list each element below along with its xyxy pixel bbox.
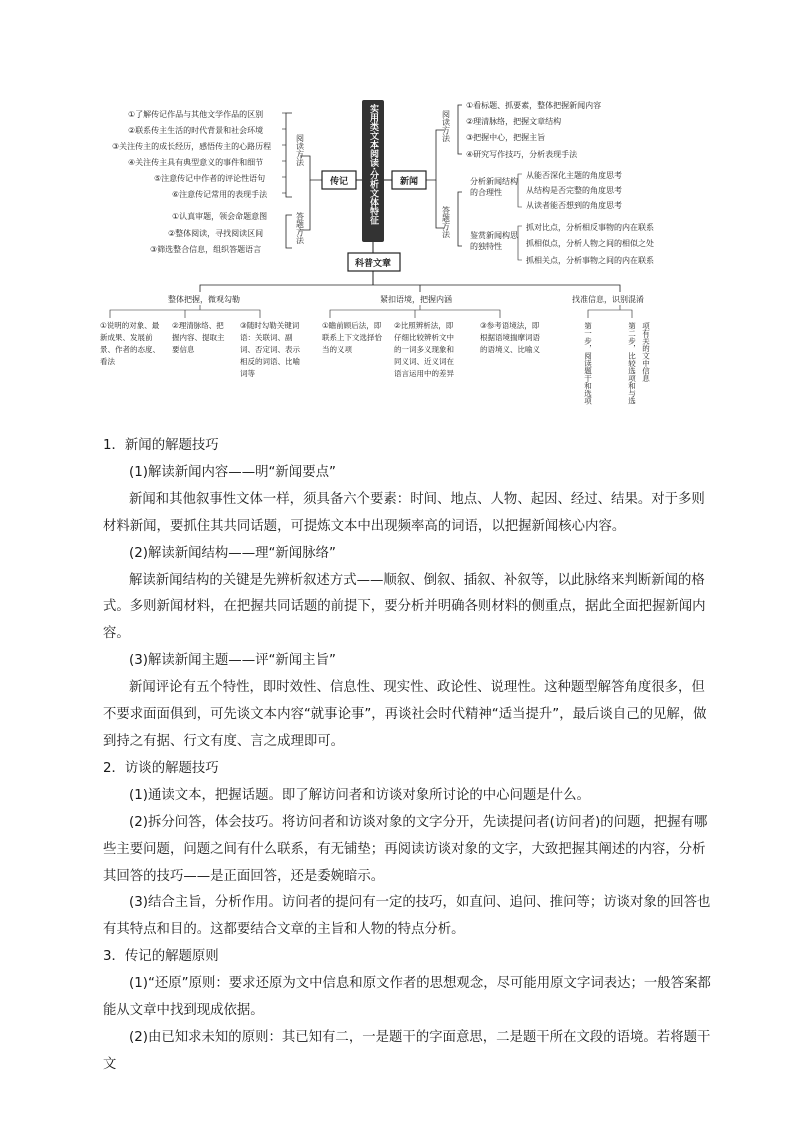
news-thinking-item: 抓对比点，分析相反事物的内在联系: [526, 223, 654, 232]
news-read-item: ①看标题、抓要素，整体把握新闻内容: [466, 101, 602, 110]
news-structure-item: 从读者能否想到的角度思考: [526, 201, 622, 210]
science-item: ①说明的对象、最新成果、发展前景、作者的态度、看法: [100, 321, 160, 366]
bio-answer-method: 答题方法: [295, 212, 305, 244]
science-branch-title: 整体把握，微观勾勒: [168, 295, 240, 304]
paragraph: (1)“还原”原则：要求还原为文中信息和原文作者的思想观念，尽可能用原文字词表达；一般答案都能从文章中找到现成依据。: [103, 976, 711, 1019]
science-step-item: 第一步，阅读题干和选项: [583, 322, 593, 405]
paragraph: (1)通读文本，把握话题。即了解访问者和访谈对象所讨论的中心问题是什么。: [129, 787, 590, 803]
bio-read-item: ④关注传主具有典型意义的事件和细节: [128, 158, 264, 167]
news-read-item: ②理清脉络，把握文章结构: [466, 117, 562, 126]
science-branch-title: 紧扣语境，把握内涵: [380, 295, 452, 304]
news-thinking-label: 鉴赏新闻构思的独特性: [470, 231, 518, 251]
news-structure-label: 分析新闻结构的合理性: [470, 177, 518, 197]
mind-map-diagram: [0, 0, 794, 430]
bio-read-item: ②联系传主生活的时代背景和社会环境: [128, 126, 264, 135]
bio-answer-item: ①认真审题，领会命题意图: [172, 212, 268, 221]
center-title: 实用类文本阅读·分析文体特征: [368, 104, 378, 225]
bio-answer-item: ③筛选整合信息，组织答题语言: [150, 245, 262, 254]
paragraph: (2)拆分问答，体会技巧。将访问者和访谈对象的文字分开，先读提问者(访问者)的问题，把握有哪些主要问题，问题之间有什么联系，有无铺垫；再阅读访谈对象的文字，大致把握其阐述的内容，分析其回答的技巧——是正面回答，还是委婉暗示。: [103, 814, 708, 884]
news-thinking-item: 抓相似点，分析人物之间的相似之处: [526, 239, 654, 248]
section-heading: 1．新闻的解题技巧: [103, 438, 219, 453]
science-step-item: 第二步，比较选项和与选: [627, 322, 637, 405]
science-label: 科普文章: [355, 259, 392, 269]
bio-read-item: ①了解传记作品与其他文学作品的区别: [128, 110, 264, 119]
paragraph: 新闻和其他叙事性文体一样，须具备六个要素：时间、地点、人物、起因、经过、结果。对于多则材料新闻，要抓住其共同话题，可提炼文本中出现频率高的词语，以把握新闻核心内容。: [103, 491, 705, 534]
news-read-item: ③把握中心，把握主旨: [466, 133, 546, 142]
bio-answer-item: ②整体阅读，寻找阅读区间: [168, 229, 264, 238]
news-answer-method: 答题方法: [441, 206, 451, 238]
sub-heading: (2)解读新闻结构——理“新闻脉络”: [129, 545, 336, 561]
science-step-item: 项有关的文中信息: [641, 322, 651, 382]
section-heading: 3．传记的解题原则: [103, 949, 219, 965]
news-read-item: ④研究写作技巧，分析表现手法: [466, 150, 578, 159]
biography-label: 传记: [330, 177, 349, 187]
bio-read-item: ③关注传主的成长经历，感悟传主的心路历程: [112, 142, 272, 151]
science-item: ③随时勾勒关键词语：关联词、副词、否定词、表示相反的词语、比喻词等: [240, 321, 300, 378]
news-structure-item: 从能否深化主题的角度思考: [526, 171, 622, 180]
news-label: 新闻: [400, 177, 419, 187]
news-read-method: 阅读方法: [441, 110, 451, 142]
paragraph: (2)由已知求未知的原则：其已知有二，一是题干的字面意思，二是题干所在文段的语境。若将题干文: [103, 1029, 711, 1072]
sub-heading: (3)解读新闻主题——评“新闻主旨”: [129, 653, 336, 669]
bio-read-method: 阅读方法: [295, 134, 305, 166]
science-item: ②比照辨析法，即仔细比较辨析文中的一词多义现象和同义词、近义词在语言运用中的差异: [394, 321, 454, 378]
science-branch-title: 找准信息，识别混淆: [572, 295, 644, 304]
bio-read-item: ⑤注意传记中作者的评论性语句: [154, 174, 266, 183]
paragraph: (3)结合主旨，分析作用。访问者的提问有一定的技巧，如直问、追问、推问等；访谈对象的回答也有其特点和目的。这都要结合文章的主旨和人物的特点分析。: [103, 895, 711, 938]
paragraph: 新闻评论有五个特性，即时效性、信息性、现实性、政论性、说理性。这种题型解答角度很多，但不要求面面俱到，可先谈文本内容“就事论事”，再谈社会时代精神“适当提升”，最后谈自己的见解，做到持之有据、行文有度、言之成理即可。: [103, 680, 707, 749]
science-item: ③参考语境法，即根据语境揣摩词语的语境义、比喻义: [480, 321, 540, 354]
science-item: ②理清脉络、把握内容、提取主要信息: [172, 321, 225, 354]
sub-heading: (1)解读新闻内容——明“新闻要点”: [129, 464, 336, 480]
news-thinking-item: 抓相关点，分析事物之间的内在联系: [526, 256, 654, 265]
paragraph: 解读新闻结构的关键是先辨析叙述方式——顺叙、倒叙、插叙、补叙等，以此脉络来判断新闻的格式。多则新闻材料，在把握共同话题的前提下，要分析并明确各则材料的侧重点，据此全面把握新闻内容。: [103, 572, 706, 642]
bio-read-item: ⑥注意传记常用的表现手法: [172, 190, 268, 199]
news-structure-item: 从结构是否完整的角度思考: [526, 186, 622, 195]
article-body: [103, 433, 715, 1079]
science-item: ①瞻前顾后法，即联系上下文选择恰当的义项: [322, 321, 382, 354]
section-heading: 2．访谈的解题技巧: [103, 760, 219, 776]
